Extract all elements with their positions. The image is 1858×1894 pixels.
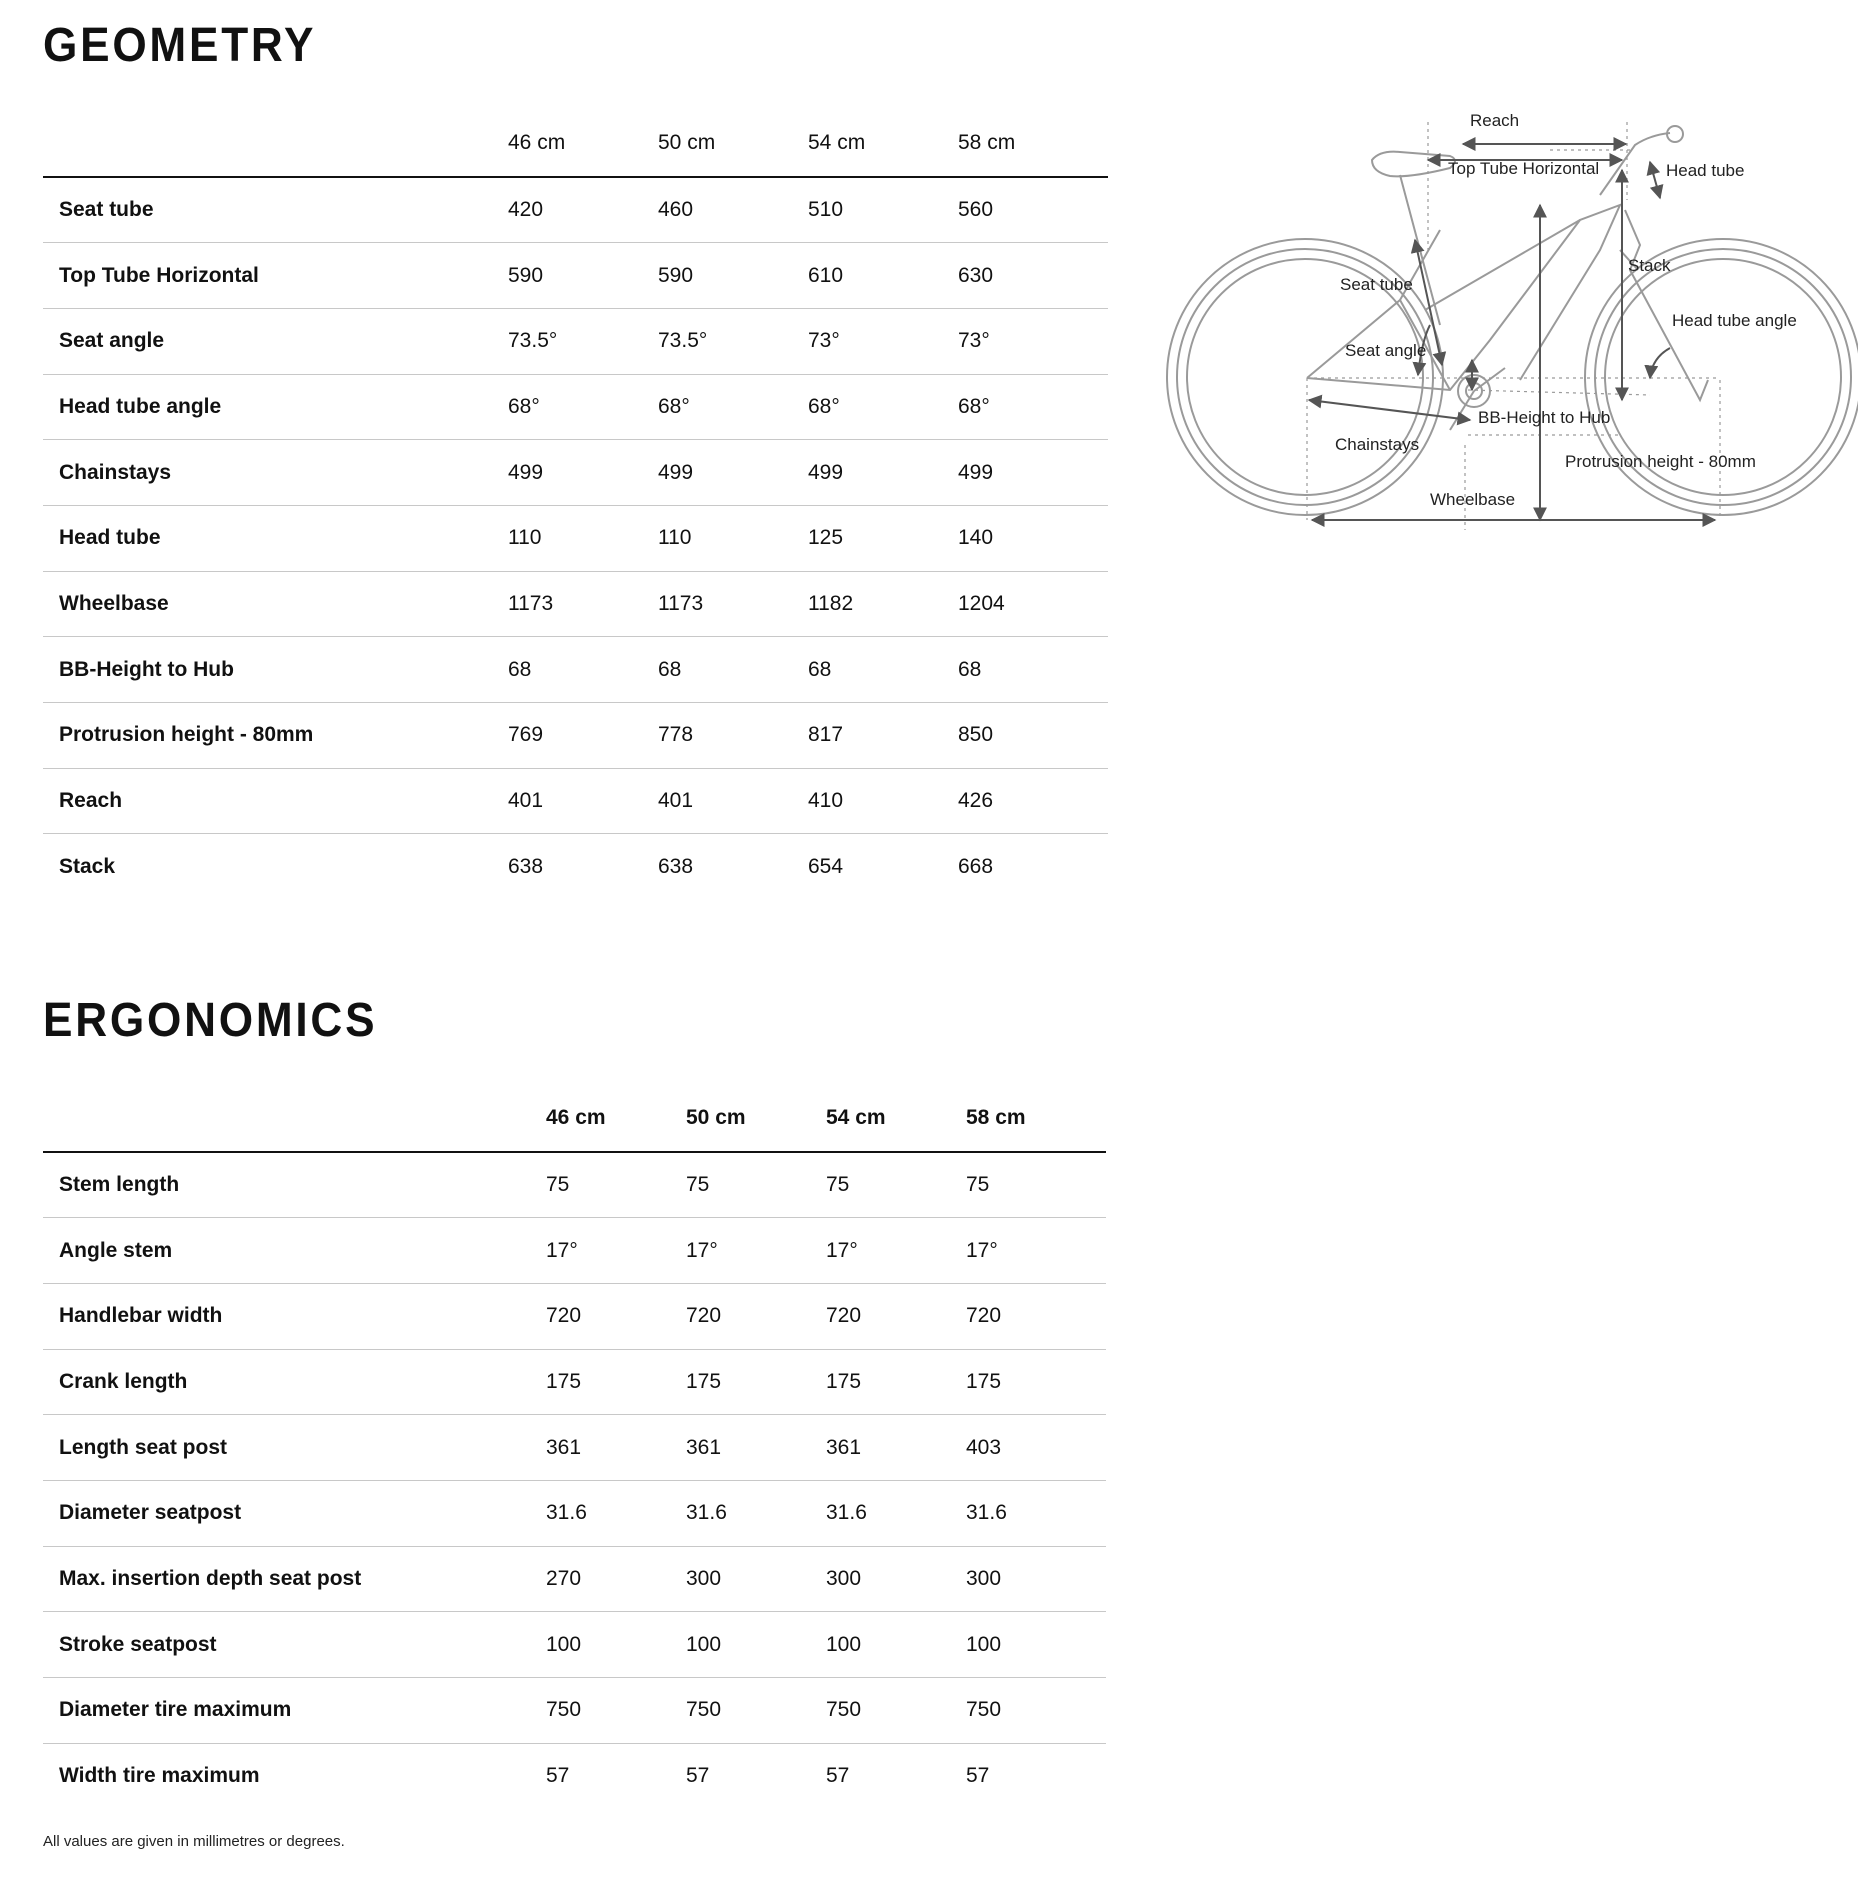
row-value: 68 — [958, 657, 982, 681]
row-label: Head tube — [59, 526, 161, 550]
row-label: Seat tube — [59, 198, 154, 222]
row-label: Max. insertion depth seat post — [59, 1566, 362, 1590]
row-value: 499 — [658, 460, 694, 484]
table-row — [43, 1283, 1106, 1349]
table-row — [43, 1743, 1106, 1809]
row-value: 100 — [826, 1632, 862, 1656]
table-row — [43, 1546, 1106, 1612]
row-label: Diameter seatpost — [59, 1501, 242, 1525]
row-value: 270 — [546, 1566, 582, 1590]
table-row — [43, 1152, 1106, 1218]
diagram-label-top-tube: Top Tube Horizontal — [1448, 159, 1600, 178]
row-value: 140 — [958, 526, 994, 550]
row-value: 75 — [826, 1173, 850, 1197]
column-header: 50 cm — [686, 1106, 746, 1129]
diagram-label-protrusion: Protrusion height - 80mm — [1565, 452, 1756, 471]
row-value: 75 — [966, 1173, 990, 1197]
ergonomics-table — [43, 1085, 1106, 1809]
row-value: 73° — [808, 329, 840, 353]
row-value: 590 — [658, 263, 694, 287]
column-header: 46 cm — [546, 1106, 606, 1129]
row-value: 100 — [546, 1632, 582, 1656]
row-label: Wheelbase — [59, 591, 169, 615]
row-value: 57 — [546, 1764, 570, 1788]
row-value: 499 — [508, 460, 544, 484]
row-value: 630 — [958, 263, 994, 287]
row-value: 720 — [966, 1304, 1002, 1328]
row-value: 73° — [958, 329, 990, 353]
row-value: 638 — [658, 854, 694, 878]
row-value: 110 — [508, 526, 542, 550]
row-value: 17° — [546, 1238, 578, 1262]
column-header: 58 cm — [966, 1106, 1026, 1129]
ergonomics-title: ERGONOMICS — [43, 994, 378, 1047]
table-row — [43, 1349, 1106, 1415]
row-label: Stroke seatpost — [59, 1632, 217, 1656]
row-value: 57 — [966, 1764, 990, 1788]
row-value: 361 — [686, 1435, 722, 1459]
row-value: 1182 — [808, 591, 854, 615]
row-label: Stem length — [59, 1173, 180, 1197]
table-row — [43, 703, 1108, 769]
table-row — [43, 1218, 1106, 1284]
row-value: 68 — [508, 657, 532, 681]
row-value: 57 — [686, 1764, 710, 1788]
row-label: Protrusion height - 80mm — [59, 723, 314, 747]
row-value: 68° — [958, 394, 990, 418]
row-value: 420 — [508, 198, 544, 222]
row-value: 560 — [958, 198, 994, 222]
row-value: 17° — [826, 1238, 858, 1262]
row-value: 638 — [508, 854, 544, 878]
row-value: 410 — [808, 789, 844, 813]
row-value: 590 — [508, 263, 544, 287]
row-value: 68 — [658, 657, 682, 681]
row-value: 100 — [966, 1632, 1002, 1656]
row-label: Stack — [59, 854, 116, 878]
row-value: 75 — [546, 1173, 570, 1197]
row-value: 750 — [546, 1698, 582, 1722]
column-header: 50 cm — [658, 131, 716, 154]
row-value: 778 — [658, 723, 694, 747]
row-value: 1204 — [958, 591, 1005, 615]
column-header: 54 cm — [826, 1106, 886, 1129]
row-value: 57 — [826, 1764, 850, 1788]
row-value: 17° — [686, 1238, 718, 1262]
row-value: 401 — [658, 789, 694, 813]
row-value: 31.6 — [686, 1501, 727, 1525]
row-value: 73.5° — [658, 329, 708, 353]
row-value: 31.6 — [826, 1501, 867, 1525]
diagram-label-chainstays: Chainstays — [1335, 435, 1420, 454]
diagram-label-wheelbase: Wheelbase — [1430, 490, 1516, 509]
row-label: Crank length — [59, 1369, 188, 1393]
row-value: 750 — [966, 1698, 1002, 1722]
row-value: 668 — [958, 854, 994, 878]
row-label: Length seat post — [59, 1435, 228, 1459]
row-value: 401 — [508, 789, 544, 813]
diagram-label-reach: Reach — [1470, 111, 1520, 130]
row-label: Chainstays — [59, 460, 172, 484]
row-value: 300 — [686, 1566, 722, 1590]
diagram-label-seat-angle: Seat angle — [1345, 341, 1427, 360]
table-header-row — [43, 110, 1108, 177]
table-row — [43, 571, 1108, 637]
row-value: 750 — [826, 1698, 862, 1722]
row-value: 750 — [686, 1698, 722, 1722]
diagram-label-stack: Stack — [1628, 256, 1671, 275]
row-value: 110 — [658, 526, 692, 550]
row-value: 68 — [808, 657, 832, 681]
row-value: 361 — [546, 1435, 582, 1459]
column-header: 54 cm — [808, 131, 866, 154]
table-row — [43, 440, 1108, 506]
row-label: Angle stem — [59, 1238, 173, 1262]
row-value: 68° — [658, 394, 690, 418]
column-header: 46 cm — [508, 131, 566, 154]
row-label: BB-Height to Hub — [59, 657, 234, 681]
row-value: 720 — [686, 1304, 722, 1328]
row-label: Handlebar width — [59, 1304, 223, 1328]
row-value: 300 — [966, 1566, 1002, 1590]
row-value: 499 — [958, 460, 994, 484]
geometry-title: GEOMETRY — [43, 19, 317, 72]
row-value: 300 — [826, 1566, 862, 1590]
row-value: 31.6 — [966, 1501, 1007, 1525]
row-value: 68° — [508, 394, 540, 418]
header-empty — [43, 110, 508, 177]
table-row — [43, 637, 1108, 703]
row-value: 100 — [686, 1632, 722, 1656]
table-row — [43, 505, 1108, 571]
diagram-label-bb-height: BB-Height to Hub — [1478, 408, 1611, 427]
diagram-label-head-tube-angle: Head tube angle — [1672, 311, 1797, 330]
table-row — [43, 1480, 1106, 1546]
table-row — [43, 768, 1108, 834]
row-value: 1173 — [508, 591, 554, 615]
row-value: 817 — [808, 723, 844, 747]
row-label: Top Tube Horizontal — [59, 263, 259, 287]
row-value: 510 — [808, 198, 844, 222]
bike-geometry-diagram — [1160, 100, 1858, 530]
header-empty — [43, 1085, 546, 1152]
row-value: 175 — [966, 1369, 1002, 1393]
row-value: 720 — [546, 1304, 582, 1328]
row-value: 175 — [686, 1369, 722, 1393]
row-value: 125 — [808, 526, 844, 550]
row-label: Width tire maximum — [59, 1764, 260, 1788]
diagram-label-seat-tube: Seat tube — [1340, 275, 1413, 294]
row-label: Reach — [59, 789, 123, 813]
row-value: 850 — [958, 723, 994, 747]
row-value: 361 — [826, 1435, 862, 1459]
row-value: 426 — [958, 789, 994, 813]
row-value: 499 — [808, 460, 844, 484]
table-row — [43, 308, 1108, 374]
table-row — [43, 374, 1108, 440]
row-value: 720 — [826, 1304, 862, 1328]
row-value: 654 — [808, 854, 844, 878]
table-row — [43, 1415, 1106, 1481]
row-label: Head tube angle — [59, 394, 222, 418]
row-value: 75 — [686, 1173, 710, 1197]
row-value: 175 — [826, 1369, 862, 1393]
table-row — [43, 834, 1108, 900]
row-label: Seat angle — [59, 329, 165, 353]
table-row — [43, 243, 1108, 309]
row-value: 610 — [808, 263, 844, 287]
row-value: 460 — [658, 198, 694, 222]
row-value: 403 — [966, 1435, 1002, 1459]
row-value: 175 — [546, 1369, 582, 1393]
row-value: 1173 — [658, 591, 704, 615]
table-row — [43, 1612, 1106, 1678]
row-value: 769 — [508, 723, 544, 747]
geometry-table — [43, 110, 1108, 900]
row-value: 68° — [808, 394, 840, 418]
column-header: 58 cm — [958, 131, 1016, 154]
row-value: 31.6 — [546, 1501, 587, 1525]
table-row — [43, 177, 1108, 243]
footnote: All values are given in millimetres or degrees. — [43, 1833, 345, 1850]
diagram-label-head-tube: Head tube — [1666, 161, 1745, 180]
row-value: 73.5° — [508, 329, 558, 353]
table-header-row — [43, 1085, 1106, 1152]
row-value: 17° — [966, 1238, 998, 1262]
row-label: Diameter tire maximum — [59, 1698, 292, 1722]
table-row — [43, 1678, 1106, 1744]
